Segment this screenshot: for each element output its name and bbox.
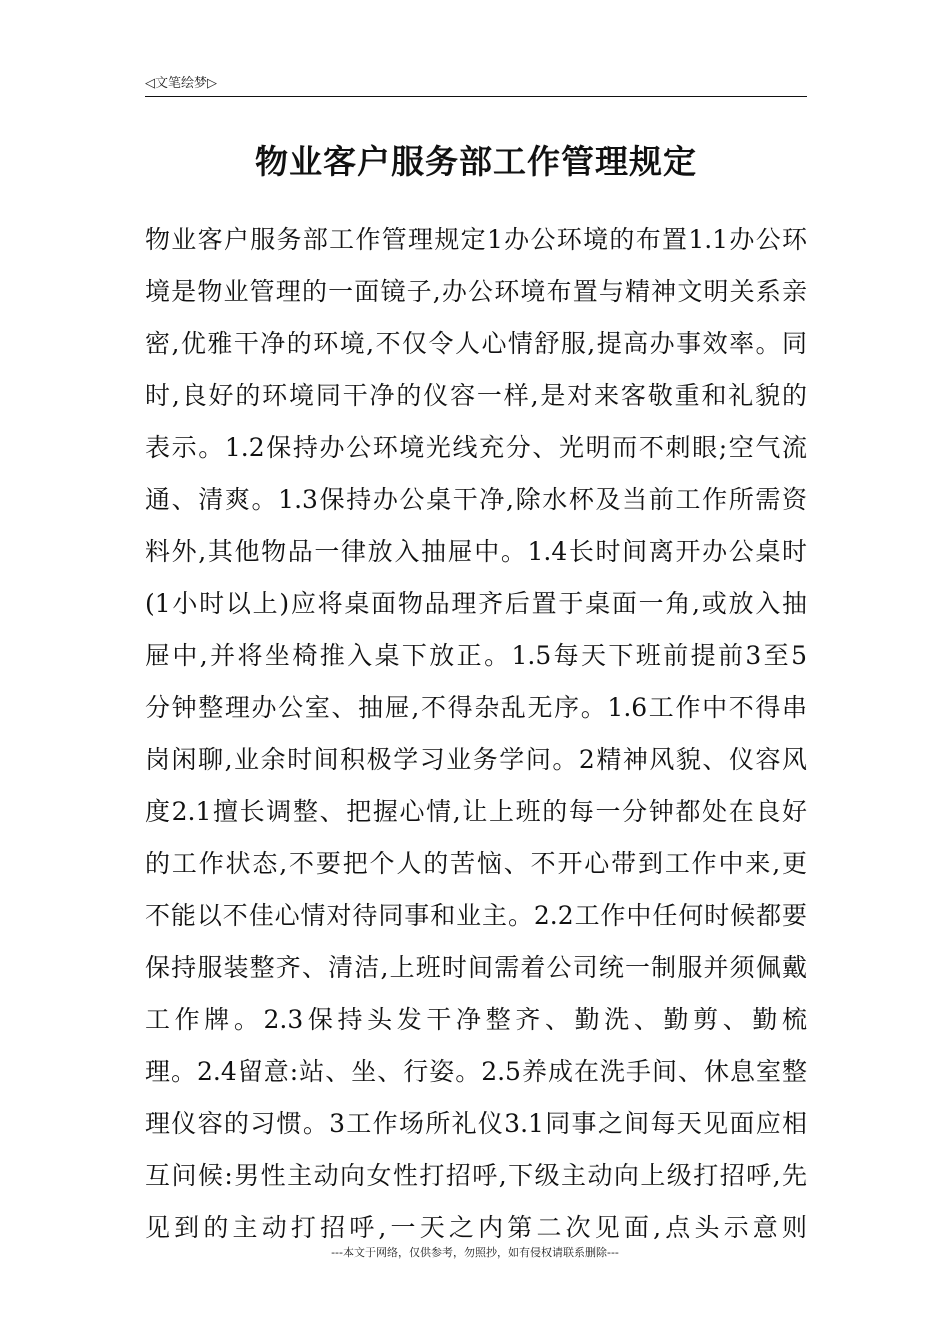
body-line: 物业客户服务部工作管理规定1办公环境的布置1.1办公环 [145, 225, 807, 254]
body-line: 境是物业管理的一面镜子,办公环境布置与精神文明关系亲 [145, 277, 807, 306]
body-line: 理仪容的习惯。3工作场所礼仪3.1同事之间每天见面应相 [145, 1109, 807, 1138]
body-line: 互问候:男性主动向女性打招呼,下级主动向上级打招呼,先 [145, 1161, 807, 1190]
body-line: 工作牌。2.3保持头发干净整齐、勤洗、勤剪、勤梳 [145, 1005, 807, 1034]
body-line: 密,优雅干净的环境,不仅令人心情舒服,提高办事效率。同 [145, 329, 807, 358]
body-line: 料外,其他物品一律放入抽屉中。1.4长时间离开办公桌时 [145, 537, 807, 566]
body-line: 岗闲聊,业余时间积极学习业务学问。2精神风貌、仪容风 [145, 745, 807, 774]
body-line: (1小时以上)应将桌面物品理齐后置于桌面一角,或放入抽 [145, 589, 807, 618]
body-line: 表示。1.2保持办公环境光线充分、光明而不刺眼;空气流 [145, 433, 807, 462]
footer-notice: ---本文于网络，仅供参考，勿照抄，如有侵权请联系删除--- [331, 1246, 619, 1259]
body-line: 通、清爽。1.3保持办公桌干净,除水杯及当前工作所需资 [145, 485, 807, 514]
body-line: 保持服装整齐、清洁,上班时间需着公司统一制服并须佩戴 [145, 953, 807, 982]
body-line: 屉中,并将坐椅推入桌下放正。1.5每天下班前提前3至5 [145, 641, 807, 670]
body-line: 时,良好的环境同干净的仪容一样,是对来客敬重和礼貌的 [145, 381, 807, 410]
header-divider [145, 96, 807, 97]
body-line: 见到的主动打招呼,一天之内第二次见面,点头示意则 [145, 1213, 807, 1242]
body-line: 的工作状态,不要把个人的苦恼、不开心带到工作中来,更 [145, 849, 807, 878]
body-line: 不能以不佳心情对待同事和业主。2.2工作中任何时候都要 [145, 901, 807, 930]
header-label: ◁文笔绘梦▷ [145, 76, 217, 91]
document-body [145, 214, 807, 1254]
body-line: 理。2.4留意:站、坐、行姿。2.5养成在洗手间、休息室整 [145, 1057, 807, 1086]
body-line: 度2.1擅长调整、把握心情,让上班的每一分钟都处在良好 [145, 797, 807, 826]
document-title: 物业客户服务部工作管理规定 [255, 142, 697, 181]
body-line: 分钟整理办公室、抽屉,不得杂乱无序。1.6工作中不得串 [145, 693, 807, 722]
